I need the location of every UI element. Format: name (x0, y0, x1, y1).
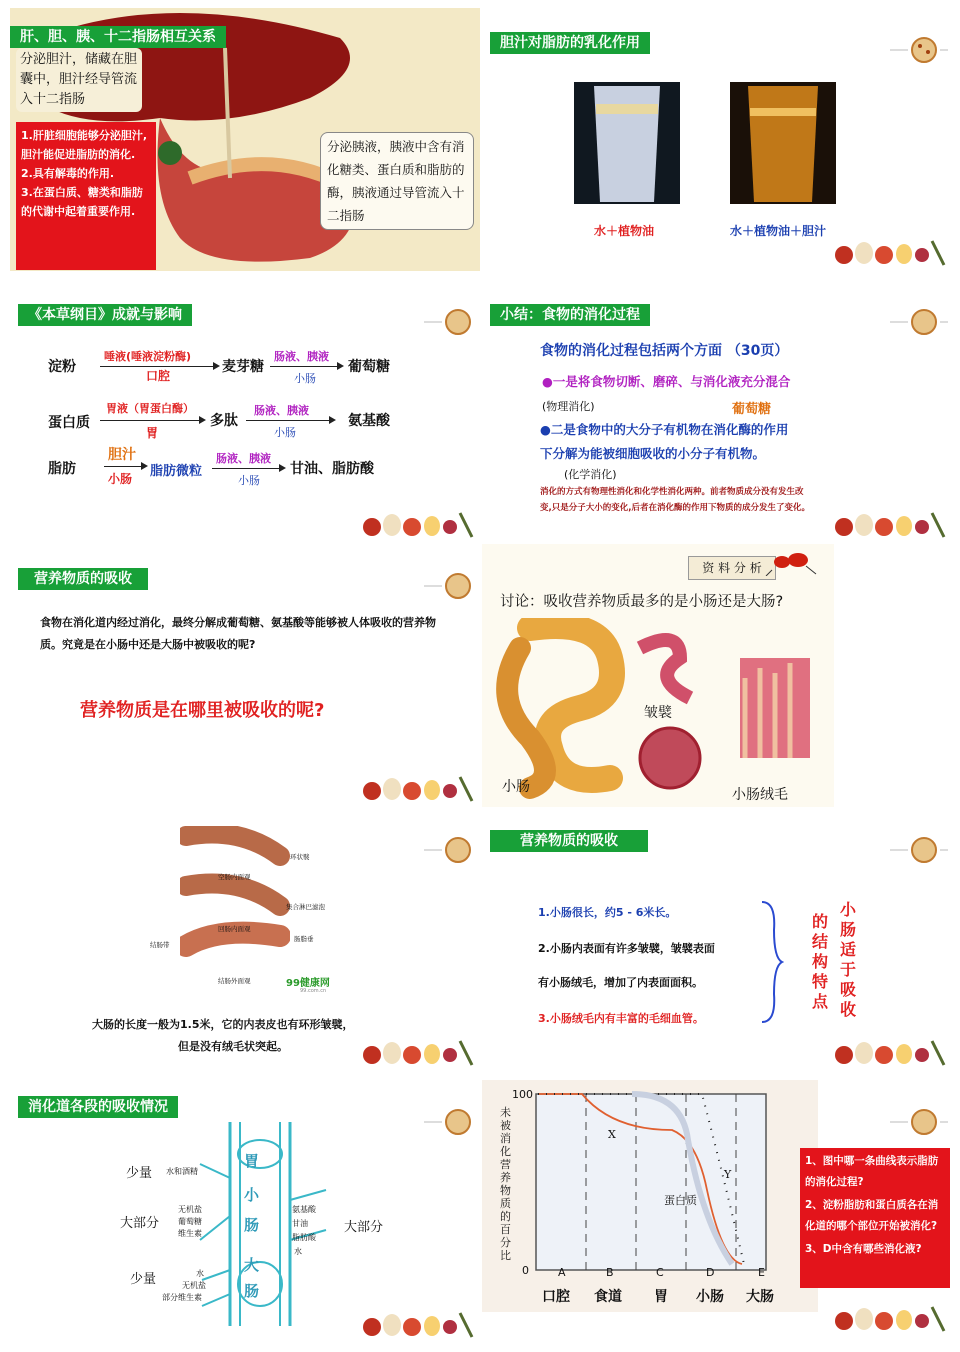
absorption-paragraph: 食物在消化道内经过消化，最终分解成葡萄糖、氨基酸等能够被人体吸收的营养物质。究竟是在小肠中还是大肠中被吸收的呢? (40, 616, 436, 651)
food-decoration-icon (834, 237, 946, 267)
label-villi: 小肠绒毛 (732, 787, 788, 803)
organ-esophagus: 食道 (594, 1289, 622, 1305)
fat-mid: 脂肪微粒 (150, 464, 203, 479)
corner-decoration (422, 566, 480, 606)
small-left-1: 无机盐 (178, 1205, 202, 1214)
curve-x-label: X (608, 1128, 616, 1141)
side-label-b: 的结构特点 (812, 912, 829, 1011)
slide-title: 肝、胆、胰、十二指肠相互关系 (10, 26, 226, 48)
protein-arrow-1 (100, 420, 204, 421)
slide-title: 消化道各段的吸收情况 (18, 1096, 178, 1118)
large-left-2: 无机盐 (182, 1281, 206, 1290)
intestine-sections-illustration (180, 826, 290, 986)
box-line-1: 1.肝脏细胞能够分泌胆汁,胆汁能促进脂肪的消化. (21, 129, 148, 161)
food-decoration-icon (834, 1303, 946, 1333)
section-e: E (758, 1266, 765, 1279)
water-oil-beaker (574, 82, 680, 204)
slide-digestion-chart (10, 280, 480, 543)
label-small-intestine: 小肠 (502, 779, 530, 795)
food-decoration-icon (362, 1309, 474, 1339)
slide-title: 《本草纲目》成就与影响 (18, 304, 192, 326)
corner-decoration (422, 830, 480, 870)
label-lymph: 集合淋巴滤泡 (286, 903, 325, 911)
small-left-2: 葡萄糖 (178, 1217, 202, 1226)
label-fold: 皱襞 (644, 705, 672, 721)
slide-large-intestine (10, 808, 480, 1071)
digestion-curve-chart (482, 1080, 818, 1312)
organ-large-1: 大 (244, 1256, 260, 1274)
starch-arrow-2 (270, 366, 342, 367)
chart-ytick-100: 100 (512, 1088, 533, 1101)
caption-water-oil-bile: 水＋植物油＋胆汁 (730, 224, 827, 238)
left-amount-3: 少量 (130, 1272, 157, 1287)
question-1: 1、图中哪一条曲线表示脂肪的消化过程? (805, 1155, 939, 1188)
fat-end: 甘油、脂肪酸 (290, 461, 374, 477)
small-right-3: 脂肪酸 (292, 1233, 316, 1242)
corner-decoration (422, 1102, 480, 1142)
feature-3: 3.小肠绒毛内有丰富的毛细血管。 (538, 1012, 704, 1025)
slide-bile-emulsion (482, 8, 952, 271)
feature-2b: 有小肠绒毛，增加了内表面面积。 (538, 976, 703, 989)
slide-liver-relations (10, 8, 480, 271)
food-decoration-icon (834, 509, 946, 539)
fat-agent: 胆汁 (108, 447, 136, 463)
tag-glucose: 葡萄糖 (732, 402, 772, 417)
summary-small: 消化的方式有物理性消化和化学性消化两种。前者物质成分没有发生改变,只是分子大小的变化,后者在消化酶的作用下物质的成分发生了变化。 (540, 487, 810, 513)
organ-small-intestine: 小肠 (696, 1289, 724, 1305)
starch-enzyme: 唾液(唾液淀粉酶) (104, 350, 192, 363)
small-left-3: 维生素 (178, 1229, 202, 1238)
corner-decoration (888, 1102, 948, 1142)
label-appendices: 肠脂垂 (294, 935, 314, 943)
organ-small-1: 小 (244, 1186, 260, 1204)
slide-intestine-discussion (482, 544, 834, 807)
water-oil-bile-beaker (730, 82, 836, 204)
feature-1: 1.小肠很长，约5 - 6米长。 (538, 906, 677, 919)
curve-y-label: Y (724, 1168, 732, 1181)
protein-mid: 多肽 (210, 413, 238, 429)
summary-head: 食物的消化过程包括两个方面 （30页） (540, 343, 789, 359)
label-colon-band: 结肠带 (150, 941, 170, 949)
fat-enzyme-2: 肠液、胰液 (216, 452, 271, 465)
starch-site-2: 小肠 (294, 372, 316, 385)
organ-mouth: 口腔 (542, 1289, 570, 1305)
box-line-2: 2.具有解毒的作用. (21, 167, 115, 180)
organ-stomach: 胃 (654, 1289, 668, 1305)
question-box (800, 1148, 950, 1288)
protein-arrow-2 (246, 420, 334, 421)
protein-label: 蛋白质 (664, 1194, 697, 1207)
feature-2: 2.小肠内表面有许多皱襞，皱襞表面 (538, 942, 715, 955)
box-line-3: 3.在蛋白质、糖类和脂肪的代谢中起着重要作用. (21, 186, 143, 218)
starch-site: 口腔 (146, 369, 171, 383)
large-intestine-text-2: 但是没有绒毛状突起。 (178, 1040, 288, 1053)
slide-title: 胆汁对脂肪的乳化作用 (490, 32, 650, 54)
slide-title: 营养物质的吸收 (18, 568, 148, 590)
organ-large-2: 肠 (244, 1282, 260, 1300)
health-logo: 99健康网 (286, 978, 330, 989)
food-fat: 脂肪 (48, 461, 76, 477)
ant-icon (762, 546, 822, 576)
summary-line-2: ●二是食物中的大分子有机物在消化酶的作用 (540, 422, 789, 437)
food-decoration-icon (362, 1037, 474, 1067)
small-right-1: 氨基酸 (292, 1205, 316, 1214)
small-right-2: 甘油 (292, 1219, 308, 1228)
slide-digestion-summary (482, 280, 952, 543)
protein-enzyme-2: 肠液、胰液 (254, 404, 309, 417)
fat-arrow-1 (104, 466, 146, 467)
bile-note: 分泌胆汁，储藏在胆囊中，胆汁经导管流入十二指肠 (16, 48, 142, 112)
large-left-1: 水 (196, 1269, 204, 1278)
liver-function-box (16, 122, 156, 270)
starch-mid: 麦芽糖 (222, 359, 264, 375)
label-colon: 结肠外面观 (218, 977, 251, 985)
large-left-3: 部分维生素 (162, 1293, 202, 1302)
corner-decoration (422, 302, 480, 342)
starch-end: 葡萄糖 (348, 359, 390, 375)
summary-line-1: ●一是将食物切断、磨碎、与消化液充分混合 (542, 374, 791, 389)
starch-enzyme-2: 肠液、胰液 (274, 350, 329, 363)
right-amount: 大部分 (344, 1220, 384, 1235)
slide-absorption-by-section (10, 1080, 480, 1343)
analysis-banner-text: 资 料 分 析 (702, 561, 762, 575)
slide-title: 小结：食物的消化过程 (490, 304, 650, 326)
section-d: D (706, 1266, 715, 1279)
absorption-question: 营养物质是在哪里被吸收的呢? (80, 700, 325, 721)
slide-small-intestine-features (482, 808, 952, 1071)
left-amount-2: 大部分 (120, 1216, 160, 1231)
summary-line-3: 下分解为能被细胞吸收的小分子有机物。 (540, 446, 766, 461)
caption-water-oil: 水＋植物油 (594, 224, 655, 238)
food-decoration-icon (834, 1037, 946, 1067)
question-2: 2、淀粉脂肪和蛋白质各在消化道的哪个部位开始被消化? (805, 1199, 939, 1232)
slide-digestion-curves (482, 1080, 952, 1343)
digestive-tract-diagram (190, 1120, 340, 1326)
organ-stomach: 胃 (244, 1152, 260, 1170)
large-intestine-text-1: 大肠的长度一般为1.5米，它的内表皮也有环形皱襞， (92, 1018, 354, 1031)
left-amount-1: 少量 (126, 1166, 153, 1181)
organ-small-2: 肠 (244, 1216, 260, 1234)
pancreas-note: 分泌胰液，胰液中含有消化糖类、蛋白质和脂肪的酶，胰液通过导管流入十二指肠 (320, 132, 474, 230)
stomach-items: 水和酒精 (166, 1167, 198, 1176)
slide-title: 营养物质的吸收 (490, 830, 648, 852)
protein-end: 氨基酸 (348, 413, 390, 429)
label-circular-fold: 环状襞 (290, 853, 310, 861)
food-starch: 淀粉 (48, 359, 76, 375)
section-a: A (558, 1266, 566, 1279)
question-3: 3、D中含有哪些消化液? (805, 1243, 922, 1255)
chart-ytick-0: 0 (522, 1264, 529, 1277)
health-logo-sub: 99.com.cn (300, 988, 327, 994)
fat-site-2: 小肠 (238, 474, 260, 487)
protein-site: 胃 (146, 426, 159, 440)
slide-nutrient-absorption (10, 544, 480, 807)
tag-chemical: (化学消化) (564, 468, 617, 481)
corner-decoration (888, 30, 948, 70)
label-ileum: 回肠内面观 (218, 925, 251, 933)
protein-site-2: 小肠 (274, 426, 296, 439)
brace-icon (758, 900, 784, 1024)
chart-ylabel: 未被消化营养物质的百分比 (500, 1106, 511, 1262)
section-b: B (606, 1266, 614, 1279)
discussion-question: 讨论：吸收营养物质最多的是小肠还是大肠? (500, 594, 784, 610)
food-protein: 蛋白质 (48, 415, 90, 431)
food-decoration-icon (362, 509, 474, 539)
protein-enzyme: 胃液（胃蛋白酶） (106, 402, 194, 415)
tag-physical: (物理消化) (542, 400, 595, 413)
side-label-a: 小肠适于吸收 (840, 900, 857, 1019)
organ-large-intestine: 大肠 (746, 1289, 774, 1305)
small-right-4: 水 (294, 1247, 302, 1256)
section-c: C (656, 1266, 664, 1279)
label-jejunum: 空肠内面观 (218, 873, 251, 881)
fat-arrow-2 (212, 468, 284, 469)
corner-decoration (888, 830, 948, 870)
food-decoration-icon (362, 773, 474, 803)
fat-site: 小肠 (108, 472, 133, 486)
corner-decoration (888, 302, 948, 342)
